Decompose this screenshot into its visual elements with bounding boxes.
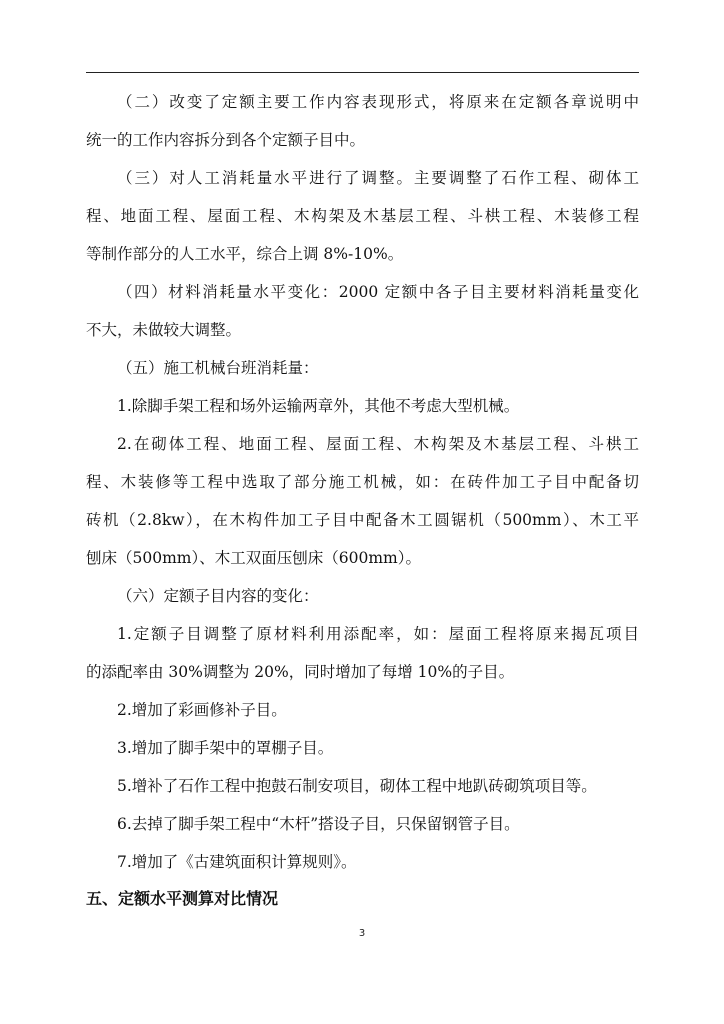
text-line: 砖机（2.8kw），在木构件加工子目中配备木工圆锯机（500mm）、木工平 — [86, 511, 639, 529]
text-line: 的添配率由 30%调整为 20%，同时增加了每增 10%的子目。 — [86, 663, 515, 681]
text-line: （五）施工机械台班消耗量： — [117, 359, 319, 377]
text-line: 刨床（500mm）、木工双面压刨床（600mm）。 — [86, 549, 421, 567]
text-line: 5.增补了石作工程中抱鼓石制安项目，砌体工程中地趴砖砌筑项目等。 — [117, 777, 597, 795]
text-line: 不大，未做较大调整。 — [86, 321, 242, 339]
text-line: （四）材料消耗量水平变化：2000 定额中各子目主要材料消耗量变化 — [117, 283, 639, 301]
text-line: 统一的工作内容拆分到各个定额子目中。 — [86, 131, 366, 149]
header-rule — [86, 72, 639, 73]
page-number: 3 — [358, 928, 366, 939]
text-line: 1.除脚手架工程和场外运输两章外，其他不考虑大型机械。 — [117, 397, 520, 415]
text-line: 程、木装修等工程中选取了部分施工机械，如：在砖件加工子目中配备切 — [86, 473, 639, 491]
text-line: （三）对人工消耗量水平进行了调整。主要调整了石作工程、砌体工 — [117, 169, 639, 187]
document-body — [86, 83, 639, 881]
text-line: 6.去掉了脚手架工程中“木杆”搭设子目，只保留钢管子目。 — [117, 815, 520, 833]
text-line: 2.在砌体工程、地面工程、屋面工程、木构架及木基层工程、斗栱工 — [117, 435, 639, 453]
text-line: 2.增加了彩画修补子目。 — [117, 701, 287, 719]
text-line: 7.增加了《古建筑面积计算规则》。 — [117, 853, 357, 871]
text-line: 程、地面工程、屋面工程、木构架及木基层工程、斗栱工程、木装修工程 — [86, 207, 639, 225]
text-line: （二）改变了定额主要工作内容表现形式，将原来在定额各章说明中 — [117, 93, 639, 111]
text-line: （六）定额子目内容的变化： — [117, 587, 319, 605]
text-line: 等制作部分的人工水平，综合上调 8%-10%。 — [86, 245, 404, 263]
section-heading: 五、定额水平测算对比情况 — [86, 889, 279, 908]
text-line: 3.增加了脚手架中的罩棚子目。 — [117, 739, 334, 757]
text-line: 1.定额子目调整了原材料利用添配率，如：屋面工程将原来揭瓦项目 — [117, 625, 639, 643]
